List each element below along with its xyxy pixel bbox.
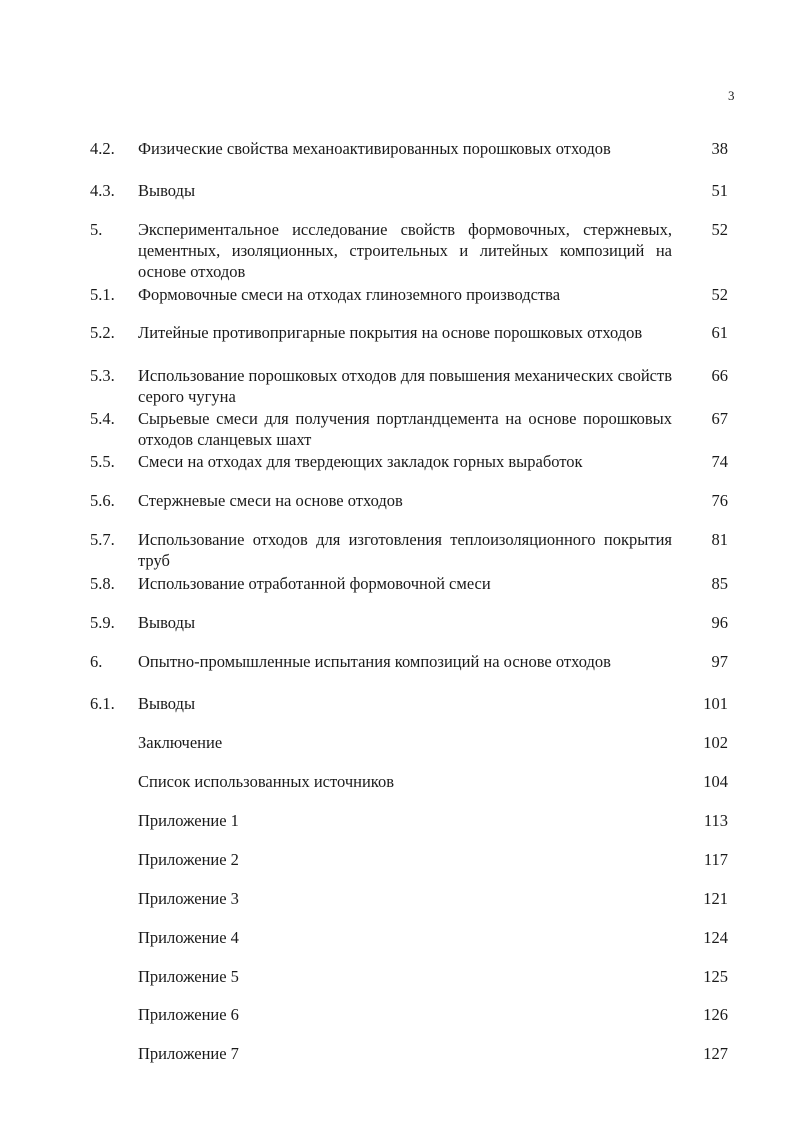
toc-entry-page: 117 [703, 850, 728, 869]
toc-entry-title: Приложение 4 [138, 928, 239, 947]
toc-entry-number: 4.3. [90, 181, 115, 200]
toc-entry-number: 5.8. [90, 574, 115, 593]
toc-entry-title: Стержневые смеси на основе отходов [138, 491, 403, 510]
toc-entry-number: 5.1. [90, 285, 115, 304]
toc-entry-page: 97 [711, 652, 728, 671]
toc-entry-page: 74 [711, 452, 728, 471]
toc-entry-page: 124 [703, 928, 728, 947]
toc-entry-title: Физические свойства механоактивированных порошковых отходов [138, 139, 611, 158]
toc-entry-number: 5.4. [90, 409, 115, 428]
toc-entry-page: 81 [711, 530, 728, 549]
toc-entry-number: 4.2. [90, 139, 115, 158]
toc-entry-page: 113 [703, 811, 728, 830]
toc-entry-title: Использование отходов для изготовления теплоизоляционного покрытия труб [138, 530, 672, 570]
toc-entry-title: Выводы [138, 181, 196, 200]
page-number: 3 [728, 88, 735, 103]
toc-entry-page: 61 [711, 323, 728, 342]
toc-entry-page: 85 [711, 574, 728, 593]
toc-entry-number: 6.1. [90, 694, 115, 713]
toc-entry-number: 5.5. [90, 452, 115, 471]
toc-entry-title: Приложение 2 [138, 850, 239, 869]
toc-entry-page: 125 [703, 967, 728, 986]
toc-entry-page: 126 [703, 1005, 728, 1024]
toc-entry-title: Литейные противопригарные покрытия на основе порошковых отходов [138, 323, 643, 342]
toc-entry-page: 38 [711, 139, 728, 158]
toc-entry-title: Выводы [138, 694, 196, 713]
toc-entry-page: 102 [703, 733, 728, 752]
toc-entry-title: Использование порошковых отходов для повышения механических свойств серого чугуна [138, 366, 672, 406]
toc-entry-page: 52 [711, 220, 728, 239]
toc-entry-title: Приложение 7 [138, 1044, 239, 1063]
toc-entry-page: 51 [711, 181, 728, 200]
toc-entry-page: 52 [711, 285, 728, 304]
toc-entry-title: Список использованных источников [138, 772, 394, 791]
toc-entry-page: 104 [703, 772, 728, 791]
toc-entry-title: Использование отработанной формовочной смеси [138, 574, 491, 593]
toc-entry-title: Приложение 3 [138, 889, 239, 908]
toc-entry-number: 5.7. [90, 530, 115, 549]
toc-entry-title: Приложение 6 [138, 1005, 239, 1024]
toc-entry-title: Заключение [138, 733, 223, 752]
toc-entry-title: Формовочные смеси на отходах глиноземного производства [138, 285, 561, 304]
toc-entry-title: Смеси на отходах для твердеющих закладок горных выработок [138, 452, 583, 471]
toc-entry-title: Сырьевые смеси для получения портландцемента на основе порошковых отходов сланцевых шахт [138, 409, 672, 449]
toc-entry-page: 67 [711, 409, 728, 428]
toc-entry-number: 5.2. [90, 323, 115, 342]
toc-entry-page: 101 [703, 694, 728, 713]
toc-entry-title: Экспериментальное исследование свойств формовочных, стержневых, цементных, изоляционных, строительных и литейных композиций на основе отходов [138, 220, 672, 281]
toc-entry-title: Выводы [138, 613, 196, 632]
toc-entry-page: 76 [711, 491, 728, 510]
toc-entry-page: 96 [711, 613, 728, 632]
toc-entry-number: 6. [90, 652, 103, 671]
toc-entry-number: 5.3. [90, 366, 115, 385]
toc-entry-title: Приложение 5 [138, 967, 239, 986]
toc-entry-title: Опытно-промышленные испытания композиций на основе отходов [138, 652, 611, 671]
toc-entry-page: 121 [703, 889, 728, 908]
toc-entry-number: 5.9. [90, 613, 115, 632]
toc-entry-title: Приложение 1 [138, 811, 239, 830]
toc-entry-number: 5. [90, 220, 103, 239]
toc-entry-number: 5.6. [90, 491, 115, 510]
toc-entry-page: 127 [703, 1044, 728, 1063]
toc-entry-page: 66 [711, 366, 728, 385]
